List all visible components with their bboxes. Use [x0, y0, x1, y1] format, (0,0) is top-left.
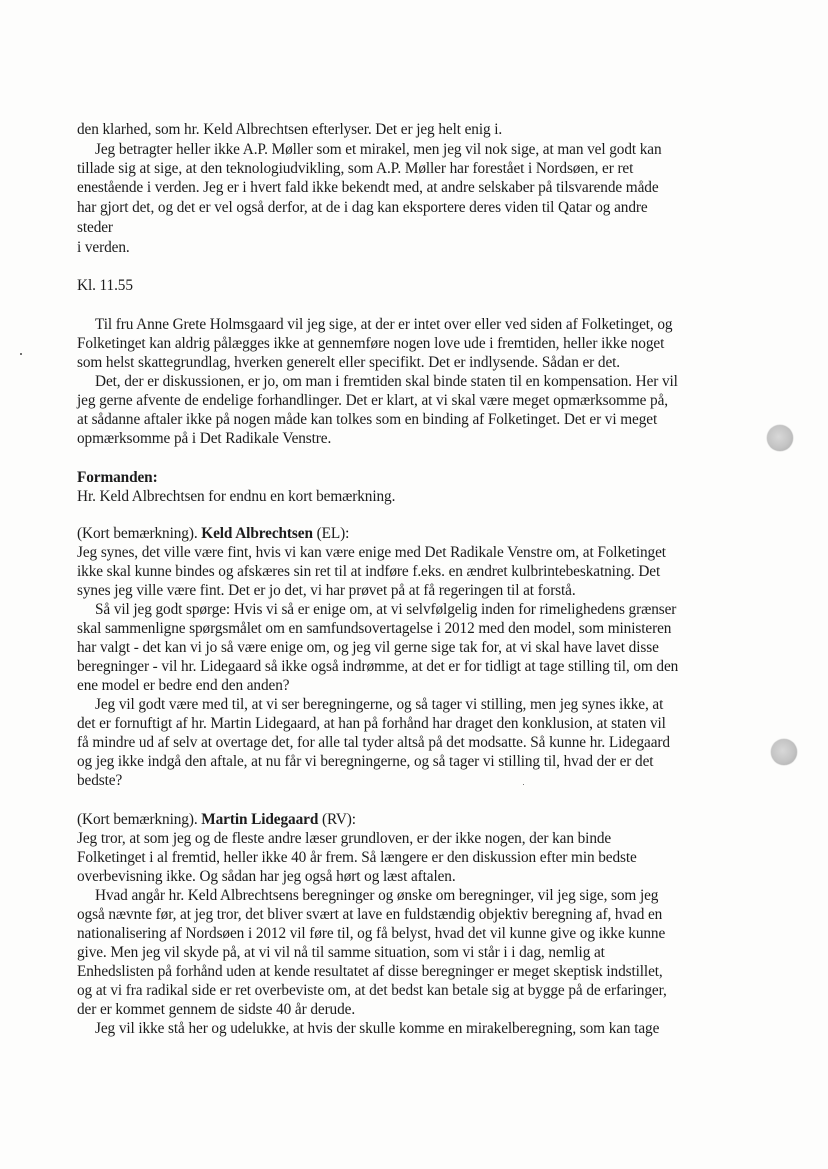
text-line: har valgt - det kan vi jo så være enige om, og jeg vil gerne sige tak for, at vi skal have lavet disse	[77, 639, 659, 656]
scan-speck	[20, 353, 22, 355]
speaker-heading	[77, 524, 349, 543]
text-line: få mindre ud af selv at overtage det, for alle tal tyder altså på det modsatte. Så kunne hr. Lidegaard	[77, 734, 670, 751]
text-line: give. Men jeg vil skyde på, at vi vil nå til samme situation, som vi står i i dag, nemlig at	[77, 944, 605, 961]
text-line: Hvad angår hr. Keld Albrechtsens beregninger og ønske om beregninger, vil jeg sige, som jeg	[95, 887, 659, 904]
text-line: Så vil jeg godt spørge: Hvis vi så er enige om, at vi selvfølgelig inden for rimelighedens grænser	[95, 601, 677, 618]
party-tag: (EL):	[316, 525, 350, 542]
text-line: beregninger - vil hr. Lidegaard så ikke også indrømme, at det er for tidligt at tage stilling til, om den	[77, 658, 679, 675]
text-line: jeg gerne afvente de endelige forhandlinger. Det er klart, at vi skal være meget opmærksomme på,	[77, 392, 669, 409]
text-line: enestående i verden. Jeg er i hvert fald ikke bekendt med, at andre selskaber på tilsvarende måde	[77, 179, 659, 196]
scan-speck	[523, 784, 524, 785]
text-line: og jeg ikke indgå den aftale, at nu får vi beregningerne, og så tager vi stilling til, hvad der er det	[77, 753, 654, 770]
text-line: der er kommet gennem de sidste 40 år derude.	[77, 1001, 356, 1018]
speaker-heading	[77, 468, 158, 487]
text-line: Hr. Keld Albrechtsen for endnu en kort bemærkning.	[77, 488, 396, 505]
text-line: også nævnte før, at jeg tror, det bliver svært at lave en fuldstændig objektiv beregning af, hvad en	[77, 906, 663, 923]
text-line: og at vi fra radikal side er ret overbeviste om, at det bedst kan betale sig at bygge på de erfaringer,	[77, 982, 667, 999]
party-tag: (RV):	[321, 811, 356, 828]
text-line: Jeg vil ikke stå her og udelukke, at hvis der skulle komme en mirakelberegning, som kan tage	[95, 1020, 660, 1037]
text-line: synes jeg ville være fint. Det er jo det, vi har prøvet på at få regeringen til at forstå.	[77, 582, 576, 599]
text-line: nationalisering af Nordsøen i 2012 vil føre til, og få belyst, hvad det vil kunne give og ikke kunne	[77, 925, 666, 942]
text-line: steder	[77, 219, 113, 236]
text-line: Jeg tror, at som jeg og de fleste andre læser grundloven, er der ikke nogen, der kan binde	[77, 830, 612, 847]
text-line: Jeg vil godt være med til, at vi ser beregningerne, og så tager vi stilling, men jeg synes ikke, at	[95, 696, 664, 713]
text-line: i verden.	[77, 239, 130, 256]
text-line: overbevisning ikke. Og sådan har jeg også hørt og læst aftalen.	[77, 868, 456, 885]
text-line: ene model er bedre end den anden?	[77, 677, 290, 694]
timestamp: Kl. 11.55	[77, 277, 133, 294]
text-line: at sådanne aftaler ikke på nogen måde kan tolkes som en binding af Folketinget. Det er vi meget	[77, 411, 658, 428]
text-line: opmærksomme på i Det Radikale Venstre.	[77, 430, 332, 447]
text-line: Folketinget i al fremtid, heller ikke 40 år frem. Så længere er den diskussion efter min bedste	[77, 849, 637, 866]
punch-hole-icon	[767, 425, 793, 451]
text-line: ikke skal kunne bindes og afskæres sin ret til at indføre f.eks. en ændret kulbrintebeskatning. Det	[77, 563, 661, 580]
speech-type: (Kort bemærkning).	[77, 525, 198, 542]
speaker-name: Martin Lidegaard	[201, 811, 319, 828]
speaker-name: Formanden:	[77, 469, 158, 486]
text-line: Det, der er diskussionen, er jo, om man i fremtiden skal binde staten til en kompensation. Her vil	[95, 373, 678, 390]
speech-type: (Kort bemærkning).	[77, 811, 198, 828]
text-line: Til fru Anne Grete Holmsgaard vil jeg sige, at der er intet over eller ved siden af Folketinget, og	[95, 316, 673, 333]
text-line: Folketinget kan aldrig pålægges ikke at gennemføre nogen love ude i fremtiden, heller ikke noget	[77, 335, 665, 352]
text-line: som helst skattegrundlag, hverken generelt eller specifikt. Det er indlysende. Sådan er det.	[77, 354, 621, 371]
text-line: bedste?	[77, 772, 123, 789]
text-line: tillade sig at sige, at den teknologiudvikling, som A.P. Møller har forestået i Nordsøen, er ret	[77, 160, 634, 177]
punch-hole-icon	[771, 739, 797, 765]
text-line: Jeg betragter heller ikke A.P. Møller som et mirakel, men jeg vil nok sige, at man vel godt kan	[95, 141, 662, 158]
text-line: den klarhed, som hr. Keld Albrechtsen efterlyser. Det er jeg helt enig i.	[77, 121, 503, 138]
text-line: Jeg synes, det ville være fint, hvis vi kan være enige med Det Radikale Venstre om, at Folketinget	[77, 544, 666, 561]
speaker-heading	[77, 810, 356, 829]
text-line: har gjort det, og det er vel også derfor, at de i dag kan eksportere deres viden til Qatar og andre	[77, 199, 648, 216]
text-line: det er fornuftigt af hr. Martin Lidegaard, at han på forhånd har draget den konklusion, at staten vil	[77, 715, 666, 732]
speaker-name: Keld Albrechtsen	[201, 525, 313, 542]
text-line: skal sammenligne spørgsmålet om en samfundsovertagelse i 2012 med den model, som ministeren	[77, 620, 672, 637]
text-line: Enhedslisten på forhånd uden at kende resultatet af disse beregninger er meget skeptisk indstillet,	[77, 963, 663, 980]
